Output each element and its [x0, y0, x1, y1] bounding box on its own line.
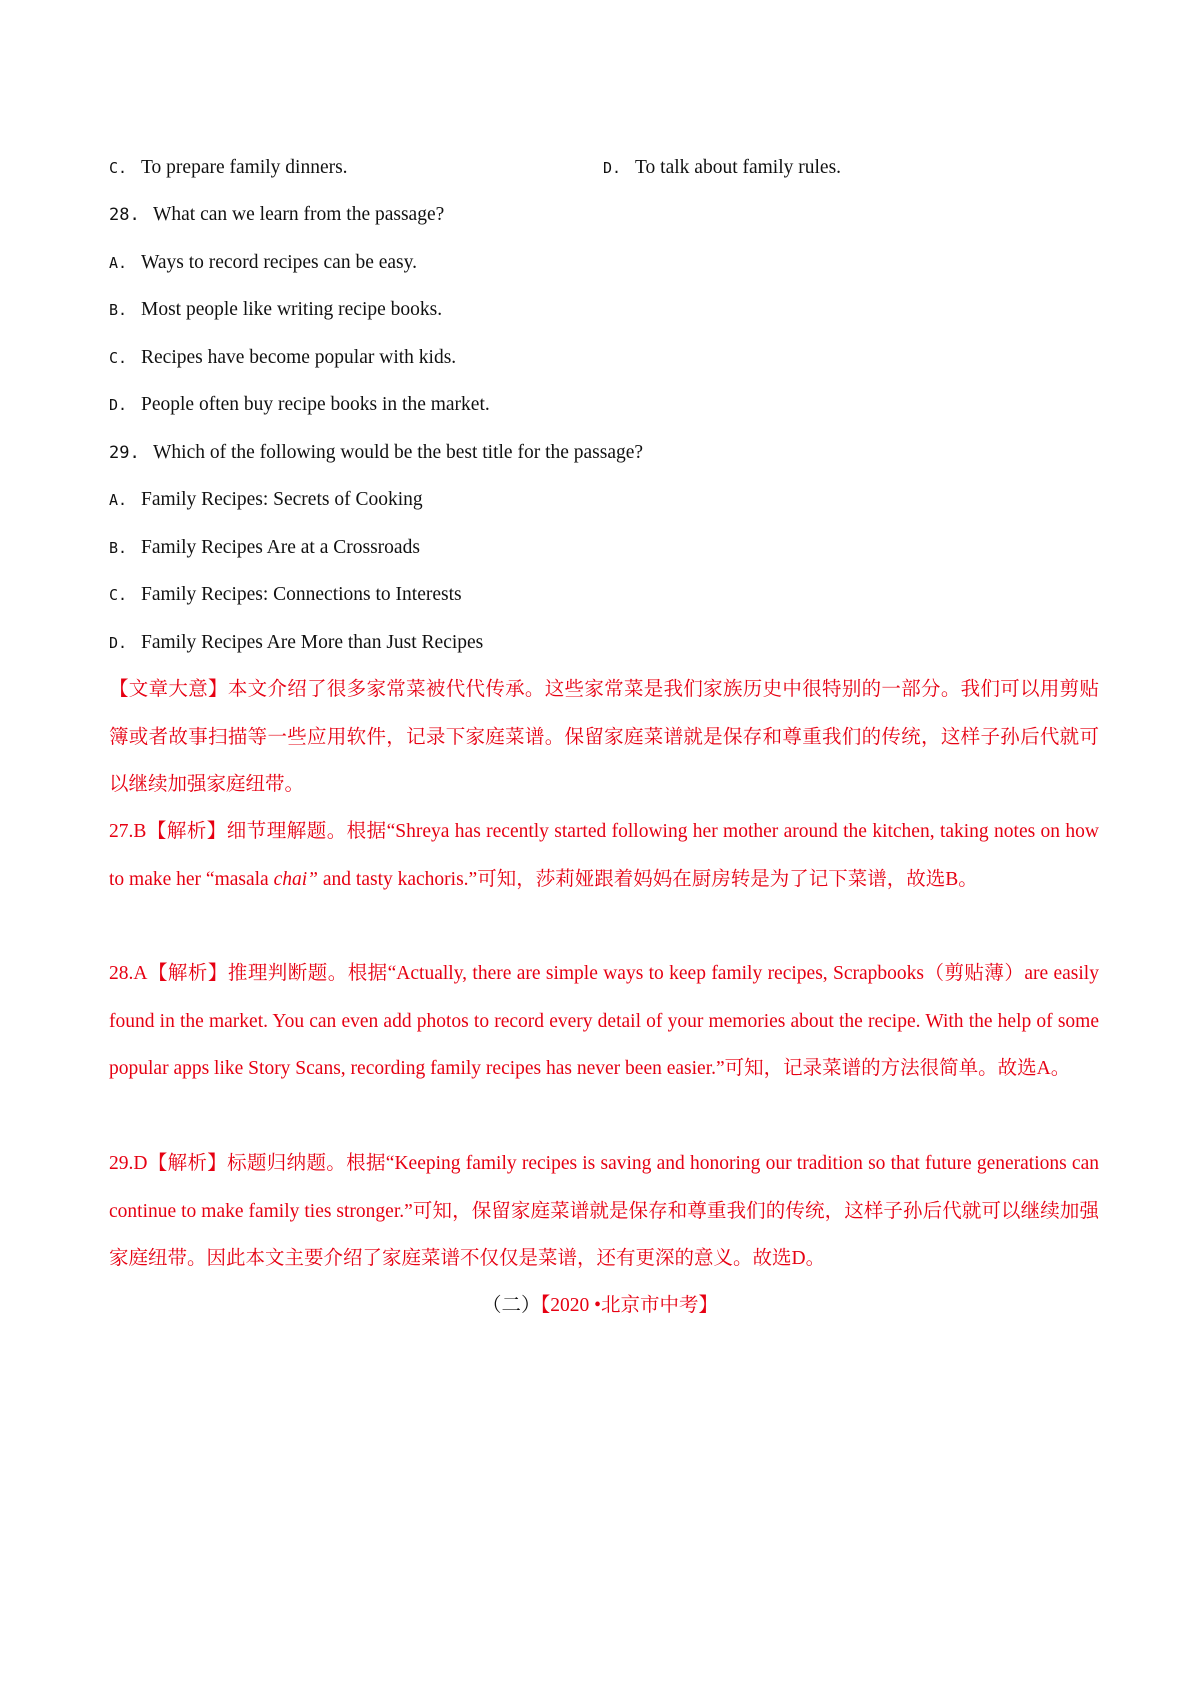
- option-label: D.: [109, 396, 128, 414]
- q28-question: [109, 203, 444, 227]
- answer-29-explanation: [109, 1140, 1099, 1283]
- option-label: B.: [109, 539, 128, 557]
- option-text: Family Recipes: Secrets of Cooking: [141, 489, 423, 510]
- option-label: A.: [109, 254, 128, 272]
- section-heading: [0, 1294, 1200, 1318]
- explanation-text: 标题归纳题。根据“Keeping family recipes is saving and honoring our tradition so that future generations can continue to make family ties stronger.”可知，保留家庭菜谱就是保存和尊重我们的传统，这样子孙后代就可以继续加强家庭纽带。因此本文主要介绍了家庭菜谱不仅仅是菜谱，还有更深的意义。故选D。: [109, 1153, 1099, 1269]
- question-number: 28.: [109, 205, 140, 225]
- analysis-tag: 【解析】: [147, 963, 228, 984]
- option-text: Family Recipes Are More than Just Recipes: [141, 632, 484, 653]
- option-text: To talk about family rules.: [635, 157, 842, 178]
- explanation-text: 细节理解题。根据“Shreya has recently started following her mother around the kitchen, taking notes on how to make her “masala: [109, 821, 1099, 890]
- q29-option-a: [109, 488, 423, 512]
- option-label: C.: [109, 586, 128, 604]
- option-label: B.: [109, 301, 128, 319]
- answer-id: 28.A: [109, 963, 148, 984]
- section-source: 【2020 •北京市中考】: [540, 1295, 718, 1316]
- option-label: D.: [109, 634, 128, 652]
- q28-option-b: [109, 298, 442, 322]
- q28-option-c: [109, 346, 456, 370]
- option-label: A.: [109, 491, 128, 509]
- option-text: To prepare family dinners.: [141, 157, 348, 178]
- answer-28-explanation: [109, 950, 1099, 1093]
- q28-option-d: [109, 393, 490, 417]
- option-text: People often buy recipe books in the market.: [141, 394, 490, 415]
- summary-tag: 【文章大意】: [109, 679, 228, 700]
- analysis-tag: 【解析】: [147, 1153, 228, 1174]
- section-number: （二）: [482, 1295, 541, 1316]
- summary-text: 本文介绍了很多家常菜被代代传承。这些家常菜是我们家族历史中很特别的一部分。我们可以用剪贴簿或者故事扫描等一些应用软件，记录下家庭菜谱。保留家庭菜谱就是保存和尊重我们的传统，这样子孙后代就可以继续加强家庭纽带。: [109, 679, 1099, 795]
- explanation-italic: chai”: [273, 868, 319, 890]
- option-text: Most people like writing recipe books.: [141, 299, 443, 320]
- question-text: What can we learn from the passage?: [153, 204, 445, 225]
- option-text: Family Recipes Are at a Crossroads: [141, 537, 420, 558]
- option-label: D.: [603, 159, 622, 177]
- option-text: Ways to record recipes can be easy.: [141, 252, 417, 273]
- option-label: C.: [109, 349, 128, 367]
- question-number: 29.: [109, 443, 140, 463]
- q29-question: [109, 441, 643, 465]
- q27-option-c: [109, 156, 348, 180]
- question-text: Which of the following would be the best title for the passage?: [153, 442, 644, 463]
- answer-27-explanation: [109, 808, 1099, 903]
- passage-summary: [109, 666, 1099, 809]
- analysis-tag: 【解析】: [146, 821, 227, 842]
- option-text: Family Recipes: Connections to Interests: [141, 584, 462, 605]
- q29-option-b: [109, 536, 420, 560]
- explanation-text: 推理判断题。根据“Actually, there are simple ways to keep family recipes, Scrapbooks（剪贴薄）are easily found in the market. You can even add photos to record every detail of your memories about the recipe. With the help of some popular apps like Story Scans, recording family recipes has never been easier.”可知，记录菜谱的方法很简单。故选A。: [109, 963, 1099, 1079]
- q27-option-d: [603, 156, 841, 180]
- answer-id: 27.B: [109, 821, 147, 842]
- explanation-text: and tasty kachoris.”可知，莎莉娅跟着妈妈在厨房转是为了记下菜谱，故选B。: [318, 868, 978, 890]
- answer-id: 29.D: [109, 1153, 148, 1174]
- option-label: C.: [109, 159, 128, 177]
- q29-option-d: [109, 631, 483, 655]
- q28-option-a: [109, 251, 417, 275]
- option-text: Recipes have become popular with kids.: [141, 347, 457, 368]
- q29-option-c: [109, 583, 462, 607]
